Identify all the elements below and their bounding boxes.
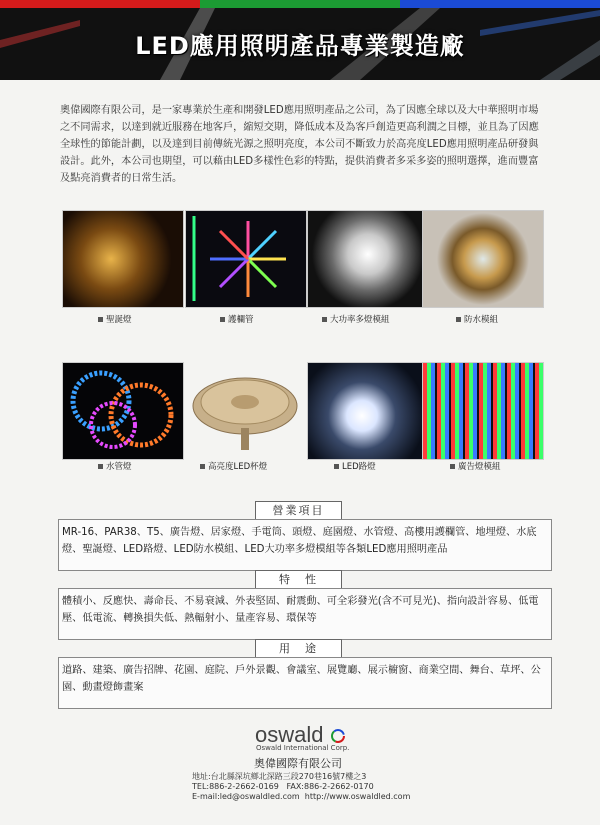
- product-photo-christmas-lights: [62, 210, 184, 308]
- product-caption: 護欄管: [220, 313, 254, 325]
- page-title: LED應用照明產品專業製造廠: [135, 32, 465, 60]
- section-box-applications: 道路、建築、廣告招牌、花園、庭院、戶外景觀、會議室、展覽廳、展示櫥窗、商業空間、舞台、草坪、公園、動畫燈飾畫案: [58, 657, 552, 709]
- product-photo-advertising-module: [422, 362, 544, 460]
- product-photo-high-power-module: [307, 210, 429, 308]
- website-link[interactable]: http://www.oswaldled.com: [304, 792, 411, 801]
- intro-paragraph: 奧偉國際有限公司，是一家專業於生產和開發LED應用照明產品之公司，為了因應全球以及大中華照明市場之不同需求，以達到就近服務在地客戶，縮短交期，降低成本及為客戶創造更高利潤之目標，並且為了因應全球性的節能計劃，以及達到目前傳統光源之照明亮度，本公司不斷致力於高亮度LED應用照明產品研發與設計。此外，本公司也期望，可以藉由LED多樣性色彩的特點，提供消費者多采多姿的照明選擇，進而豐富及點亮消費者的日常生活。: [60, 105, 539, 184]
- logo-text: oswald: [255, 722, 324, 747]
- company-name: 奧偉國際有限公司: [254, 757, 342, 770]
- logo-mark-icon: [330, 728, 346, 744]
- section-title-business: 營業項目: [255, 501, 342, 520]
- email-web-line: [192, 792, 410, 802]
- phone-fax-line: [192, 782, 410, 792]
- product-caption: 防水模組: [456, 313, 498, 325]
- section-title-features: 特 性: [255, 570, 342, 589]
- product-caption: 廣告燈模組: [450, 460, 501, 472]
- contact-info: [192, 772, 410, 802]
- header-banner: [0, 0, 600, 80]
- product-photo-waterproof-module: [422, 210, 544, 308]
- product-caption: 聖誕燈: [98, 313, 132, 325]
- email[interactable]: E-mail:led@oswaldled.com: [192, 792, 300, 801]
- phone: TEL:886-2-2662-0169: [192, 782, 279, 791]
- fax: FAX:886-2-2662-0170: [286, 782, 374, 791]
- product-caption: 大功率多燈模組: [322, 313, 390, 325]
- product-photo-guardrail-tube: [185, 210, 307, 308]
- product-caption: 水管燈: [98, 460, 132, 472]
- logo-subtitle: Oswald International Corp.: [256, 744, 350, 752]
- product-photo-water-tube-light: [62, 362, 184, 460]
- section-box-business: MR-16、PAR38、T5、廣告燈、居家燈、手電筒、頭燈、庭園燈、水管燈、高樓用護欄管、地埋燈、水底燈、聖誕燈、LED路燈、LED防水模組、LED大功率多燈模組等各類LED應用照明產品: [58, 519, 552, 571]
- product-caption: LED路燈: [334, 460, 376, 472]
- product-caption: 高亮度LED杯燈: [200, 460, 267, 472]
- section-title-applications: 用 途: [255, 639, 342, 658]
- section-box-features: 體積小、反應快、壽命長、不易衰減、外表堅固、耐震動、可全彩發光(含不可見光)、指向設計容易、低電壓、低電流、轉換損失低、熱輻射小、量產容易、環保等: [58, 588, 552, 640]
- product-photo-led-cup-lamp: [185, 362, 305, 458]
- address: 地址:台北縣深坑鄉北深路三段270巷16號7樓之3: [192, 772, 367, 781]
- product-photo-led-street-light: [307, 362, 429, 460]
